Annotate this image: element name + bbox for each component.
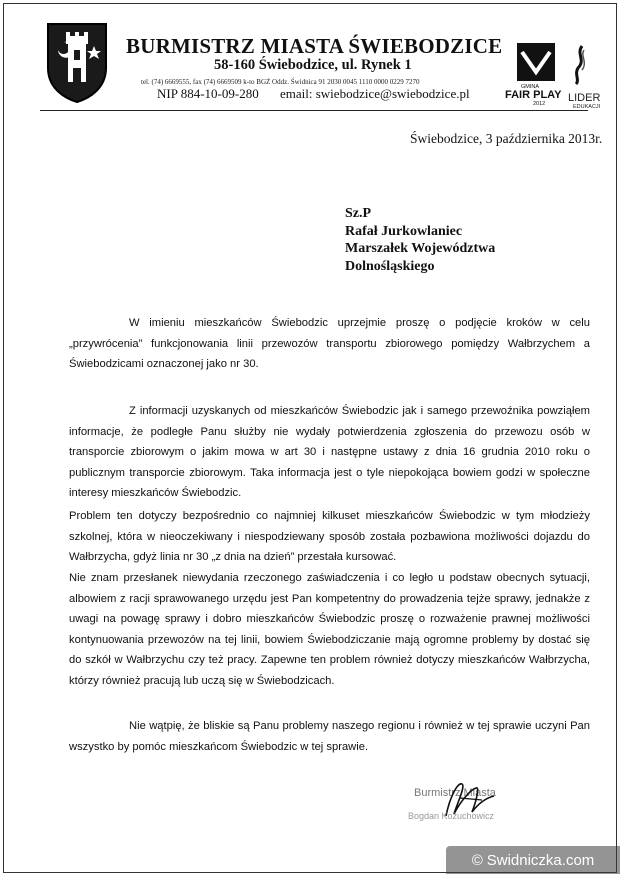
lider-label: LIDER xyxy=(568,92,601,104)
letterhead-address: 58-160 Świebodzice, ul. Rynek 1 xyxy=(214,57,412,73)
recipient-line: Marszałek Województwa xyxy=(345,241,496,256)
body-paragraph-5: Nie wątpię, że bliskie są Panu problemy naszego regionu i również w tej sprawie uczyni Pan wszystko by pomóc mieszkańcom Świebodzic w tej sprawie. xyxy=(69,720,590,753)
letter-date: Świebodzice, 3 października 2013r. xyxy=(410,131,603,146)
fair-play-label-top: GMINA xyxy=(521,84,540,90)
lider-edukacji-logo-icon xyxy=(568,44,590,86)
recipient-line: Sz.P xyxy=(345,206,372,221)
letterhead-contact: tel. (74) 6669555, fax (74) 6669509 k-to BGŻ Oddz. Świdnica 91 2030 0045 1110 0000 0229 7270 xyxy=(141,78,420,86)
letterhead-email: email: swiebodzice@swiebodzice.pl xyxy=(280,86,470,101)
signature-name: Bogdan Kożuchowicz xyxy=(408,811,495,821)
letterhead-divider xyxy=(40,110,588,111)
fair-play-label: FAIR PLAY xyxy=(505,89,562,101)
body-paragraph-2: Z informacji uzyskanych od mieszkańców Świebodzic jak i samego przewoźnika powziąłem informacje, że podległe Panu służby nie wydały potwierdzenia zgłoszenia do przewozu osób w transporcie zbiorowym o jakim mowa w art 30 i następne ustawy z dnia 16 grudnia 2010 roku o publicznym transporcie zbiorowym. Taka informacja jest o tyle niepokojąca bowiem godzi w społeczne interesy mieszkańców Świebodzic. xyxy=(69,405,590,499)
letterhead-title: BURMISTRZ MIASTA ŚWIEBODZICE xyxy=(126,34,503,58)
body-paragraph-1: W imieniu mieszkańców Świebodzic uprzejmie proszę o podjęcie kroków w celu „przywrócenia” funkcjonowania linii przewozów transportu zbiorowego pomiędzy Wałbrzychem a Świebodzicami oznaczonej jako nr 30. xyxy=(69,317,590,370)
coat-of-arms-icon xyxy=(44,20,110,104)
letterhead-nip: NIP 884-10-09-280 xyxy=(157,86,259,101)
body-paragraph-3: Problem ten dotyczy bezpośrednio co najmniej kilkuset mieszkańców Świebodzic w tym młodzieży szkolnej, która w nieoczekiwany i niespodziewany sposób została pozbawiona możliwości dojazdu do Wałbrzycha, gdyż linia nr 30 „z dnia na dzień” przestała kursować. xyxy=(69,510,590,563)
fair-play-year: 2012 xyxy=(533,101,546,107)
recipient-line: Dolnośląskiego xyxy=(345,258,435,274)
recipient-block xyxy=(345,205,495,275)
copyright-icon: © xyxy=(471,851,483,869)
watermark-text: Swidniczka.com xyxy=(486,851,595,869)
body-paragraph-4: Nie znam przesłanek niewydania rzeczonego zaświadczenia i co legło u podstaw obecnych sytuacji, albowiem z racji sprawowanego urzędu jest Pan kompetentny do prowadzenia tejże sprawy, jednakże z uwagi na powagę sprawy i dobro mieszkańców Świebodzic proszę o rozważenie prawnej możliwości kontynuowania przewozów na tej linii, bowiem Świebodziczanie mają ogromne problemy by dostać się do szkół w Wałbrzychu czy też pracy. Zapewne ten problem również dotyczy mieszkańców Wałbrzycha, którzy również pracują lub uczą się w Świebodzicach. xyxy=(69,572,590,687)
signature-office: Burmistrz Miasta xyxy=(414,787,496,799)
site-watermark xyxy=(446,846,620,874)
fair-play-logo-icon xyxy=(516,42,556,82)
lider-sublabel: EDUKACJI xyxy=(573,104,601,110)
recipient-line: Rafał Jurkowlaniec xyxy=(345,223,463,239)
